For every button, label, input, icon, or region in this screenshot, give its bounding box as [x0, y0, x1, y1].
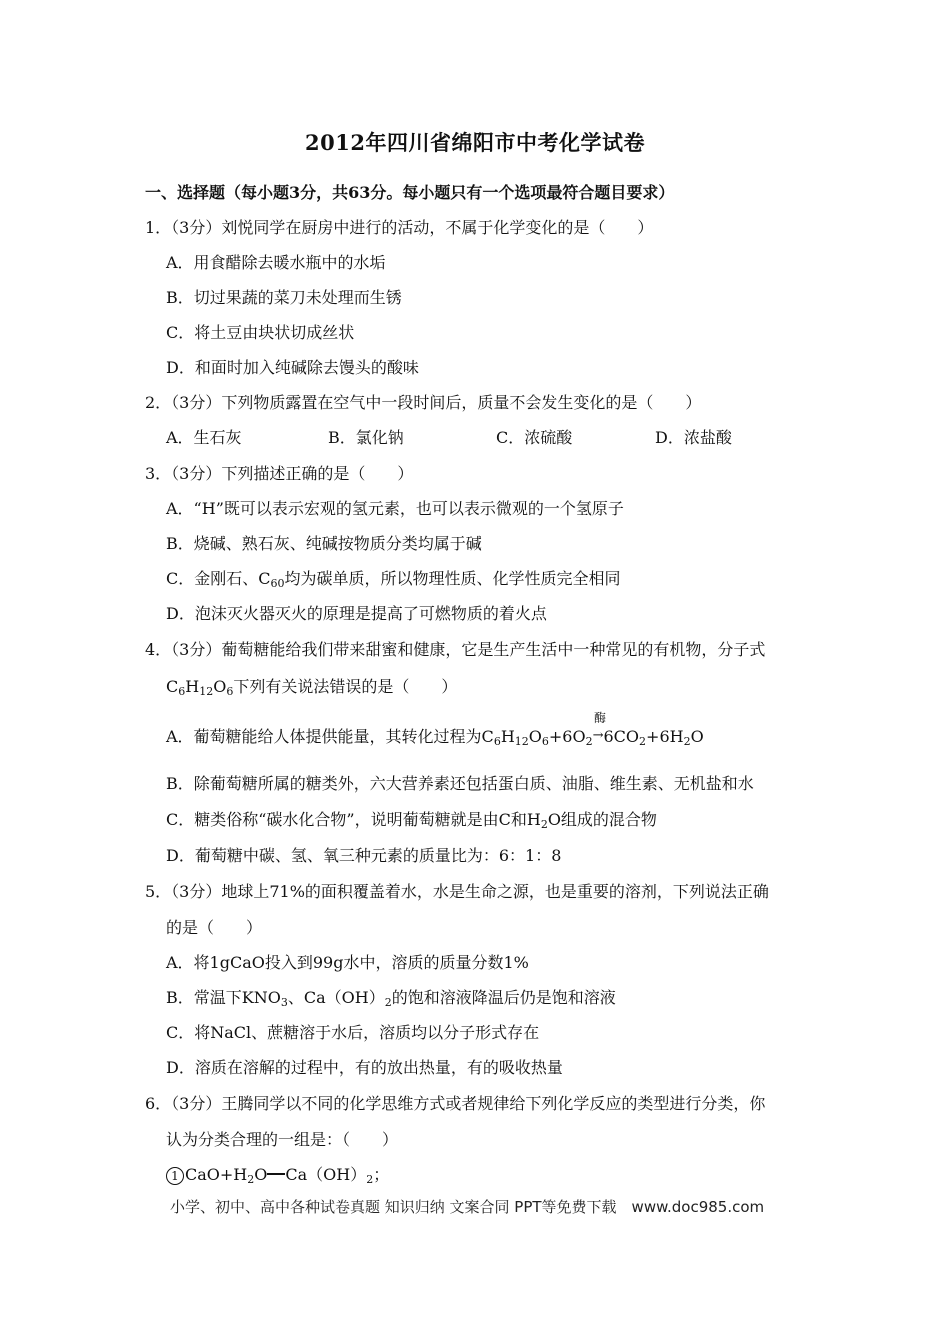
formula-text: H: [500, 727, 515, 746]
formula-text: O: [690, 727, 704, 746]
reaction-arrow-icon: →: [592, 728, 604, 743]
option-text: C．金刚石、C: [166, 569, 271, 588]
question-6-equation-1: [166, 1165, 389, 1185]
formula-text: Ca（OH）: [285, 1165, 367, 1184]
formula-text: +6O: [548, 727, 586, 746]
subscript: 6: [493, 735, 501, 748]
formula-text: +6H: [646, 727, 684, 746]
subscript: 2: [366, 1173, 374, 1186]
question-1-option-a: A．用食醋除去暖水瓶中的水垢: [166, 253, 386, 272]
question-2-option-b: B．氯化钠: [328, 428, 404, 447]
question-1-stem: 1．（3分）刘悦同学在厨房中进行的活动，不属于化学变化的是（ ）: [145, 218, 654, 237]
option-text: B．常温下KNO: [166, 988, 281, 1007]
equals-bar-icon: [267, 1173, 285, 1175]
subscript: 2: [247, 1173, 255, 1186]
subscript: 6: [541, 735, 549, 748]
question-1-option-b: B．切过果蔬的菜刀未处理而生锈: [166, 288, 402, 307]
option-text: C．糖类俗称“碳水化合物”，说明葡萄糖就是由C和H: [166, 810, 541, 829]
formula-text: ；: [373, 1165, 390, 1184]
option-text: O组成的混合物: [547, 810, 657, 829]
question-5-stem: 5．（3分）地球上71%的面积覆盖着水，水是生命之源，也是重要的溶剂，下列说法正确: [145, 882, 769, 901]
section-heading: 一、选择题（每小题3分，共63分。每小题只有一个选项最符合题目要求）: [145, 183, 675, 202]
question-1-option-c: C．将土豆由块状切成丝状: [166, 323, 355, 342]
question-5-option-d: D．溶质在溶解的过程中，有的放出热量，有的吸收热量: [166, 1058, 563, 1077]
subscript: 12: [514, 735, 529, 748]
stem-text: 下列有关说法错误的是（ ）: [233, 677, 458, 696]
question-4-stem-continued: [166, 677, 457, 697]
question-3-option-d: D．泡沫灭火器灭火的原理是提高了可燃物质的着火点: [166, 604, 547, 623]
question-3-option-a: A．“H”既可以表示宏观的氢元素，也可以表示微观的一个氢原子: [166, 499, 624, 518]
question-6-stem-continued: 认为分类合理的一组是：（ ）: [166, 1130, 399, 1149]
subscript: 2: [683, 735, 691, 748]
formula-text: O: [528, 727, 542, 746]
subscript: 2: [540, 818, 548, 831]
formula-text: C: [166, 677, 179, 696]
question-2-option-c: C．浓硫酸: [496, 428, 573, 447]
option-text: 、Ca（OH）: [287, 988, 385, 1007]
option-text: 的饱和溶液降温后仍是饱和溶液: [391, 988, 616, 1007]
option-text: 均为碳单质，所以物理性质、化学性质完全相同: [284, 569, 621, 588]
question-5-option-b: [166, 988, 616, 1008]
question-2-option-a: A．生石灰: [166, 428, 242, 447]
question-5-option-a: A．将1gCaO投入到99g水中，溶质的质量分数1%: [166, 953, 529, 972]
subscript: 2: [639, 735, 647, 748]
question-4-stem: 4．（3分）葡萄糖能给我们带来甜蜜和健康，它是生产生活中一种常见的有机物，分子式: [145, 640, 766, 659]
subscript: 12: [199, 685, 214, 698]
formula-text: O: [254, 1165, 268, 1184]
circled-number-icon: 1: [166, 1167, 184, 1185]
question-5-option-c: C．将NaCl、蔗糖溶于水后，溶质均以分子形式存在: [166, 1023, 540, 1042]
question-2-stem: 2．（3分）下列物质露置在空气中一段时间后，质量不会发生变化的是（ ）: [145, 393, 702, 412]
question-3-option-b: B．烧碱、熟石灰、纯碱按物质分类均属于碱: [166, 534, 482, 553]
subscript: 6: [178, 685, 186, 698]
question-2-option-d: D．浓盐酸: [655, 428, 732, 447]
question-5-stem-continued: 的是（ ）: [166, 918, 263, 937]
subscript: 2: [384, 996, 392, 1009]
question-4-option-d: D．葡萄糖中碳、氢、氧三种元素的质量比为：6：1：8: [166, 846, 562, 865]
formula-text: CaO+H: [185, 1165, 248, 1184]
formula-text: O: [213, 677, 227, 696]
formula-text: 6CO: [603, 727, 640, 746]
footer-banner: 小学、初中、高中各种试卷真题 知识归纳 文案合同 PPT等免费下载 www.doc985.com: [170, 1198, 765, 1216]
question-6-stem: 6．（3分）王腾同学以不同的化学思维方式或者规律给下列化学反应的类型进行分类，你: [145, 1094, 766, 1113]
page-title: 2012年四川省绵阳市中考化学试卷: [305, 130, 645, 155]
question-1-option-d: D．和面时加入纯碱除去馒头的酸味: [166, 358, 419, 377]
formula-text: H: [185, 677, 200, 696]
question-3-option-c: [166, 569, 621, 589]
subscript: 3: [280, 996, 288, 1009]
question-4-option-b: B．除葡萄糖所属的糖类外，六大营养素还包括蛋白质、油脂、维生素、无机盐和水: [166, 774, 754, 793]
subscript: 2: [585, 735, 593, 748]
question-3-stem: 3．（3分）下列描述正确的是（ ）: [145, 464, 414, 483]
question-4-option-a: [166, 727, 704, 749]
question-4-option-c: [166, 810, 657, 830]
subscript: 60: [270, 577, 285, 590]
enzyme-label: 酶: [594, 711, 607, 725]
subscript: 6: [226, 685, 234, 698]
option-text: A．葡萄糖能给人体提供能量，其转化过程为C: [166, 727, 494, 746]
